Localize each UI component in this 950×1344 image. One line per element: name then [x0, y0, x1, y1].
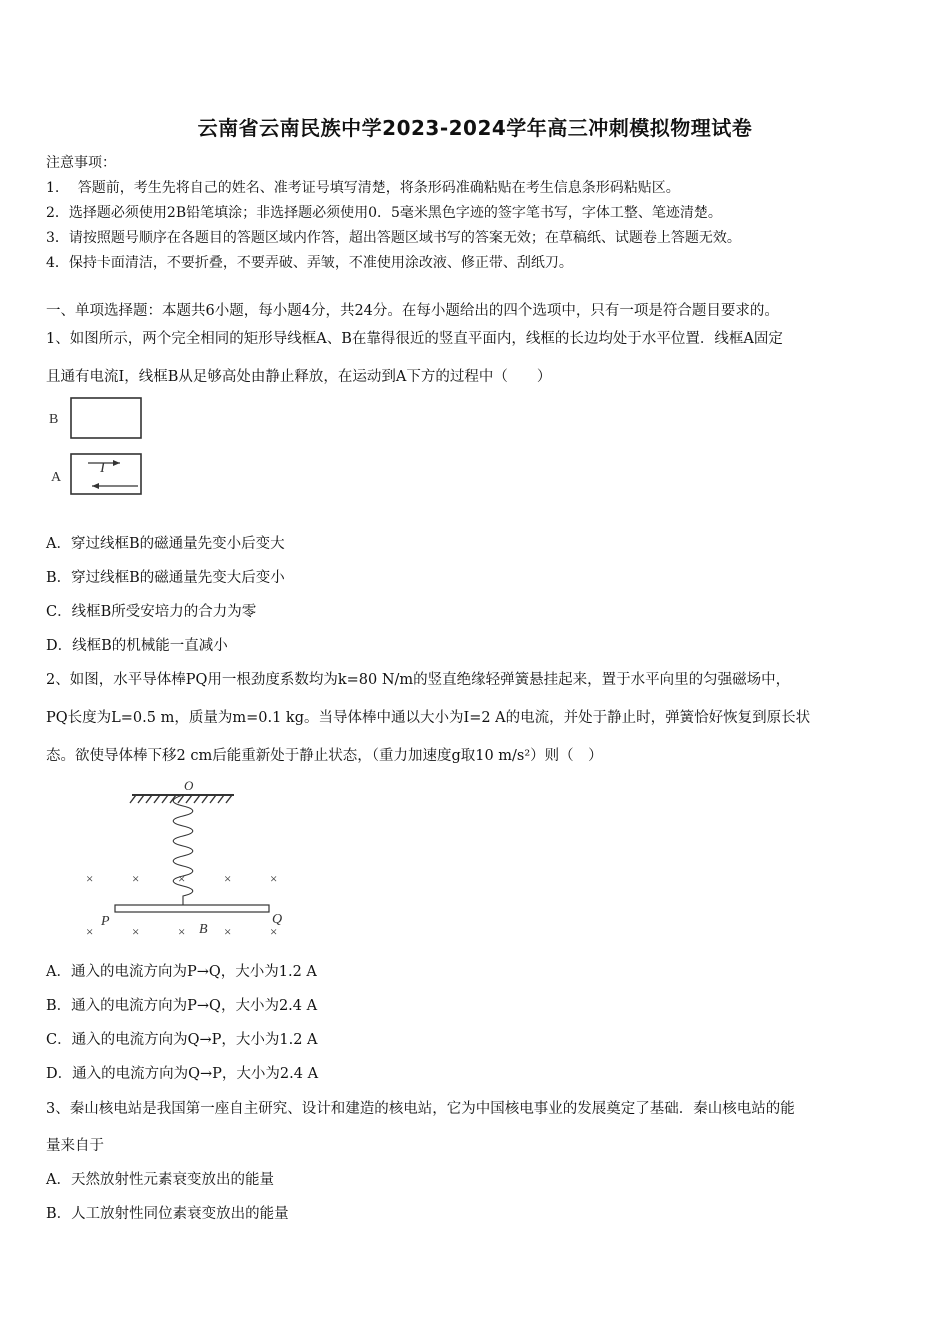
- q1-label-b: B: [49, 412, 59, 427]
- q1-figure: [40, 390, 160, 502]
- field-mark: ×: [270, 871, 278, 886]
- q1-label-i: I: [100, 460, 105, 476]
- field-mark: ×: [178, 924, 186, 939]
- q1-option-d: D．线框B的机械能一直减小: [46, 638, 228, 654]
- field-mark: ×: [86, 871, 94, 886]
- field-mark: ×: [178, 871, 186, 886]
- field-mark: ×: [132, 924, 140, 939]
- field-mark: ×: [224, 924, 232, 939]
- q2-label-b: B: [199, 922, 208, 937]
- frame-b: [71, 398, 141, 438]
- q3-option-b: B．人工放射性同位素衰变放出的能量: [46, 1206, 289, 1222]
- q1-stem-line2: 且通有电流I，线框B从足够高处由静止释放，在运动到A下方的过程中（ ）: [46, 369, 552, 385]
- q3-stem-line1: 3、秦山核电站是我国第一座自主研究、设计和建造的核电站，它为中国核电事业的发展奠定了基础．秦山核电站的能: [46, 1101, 795, 1117]
- q2-stem-line2: PQ长度为L=0.5 m，质量为m=0.1 kg。当导体棒中通以大小为I=2 A的电流，并处于静止时，弹簧恰好恢复到原长状: [46, 710, 811, 726]
- field-mark: ×: [86, 924, 94, 939]
- note-item-2: 2．选择题必须使用2B铅笔填涂；非选择题必须使用0．5毫米黑色字迹的签字笔书写，字体工整、笔迹清楚。: [46, 205, 722, 221]
- q2-stem-line1: 2、如图，水平导体棒PQ用一根劲度系数均为k=80 N/m的竖直绝缘轻弹簧悬挂起来，置于水平向里的匀强磁场中，: [46, 672, 791, 688]
- page-title: 云南省云南民族中学2023-2024学年高三冲刺模拟物理试卷: [197, 116, 753, 140]
- q2-label-q: Q: [272, 912, 283, 927]
- notes-heading: 注意事项：: [46, 155, 116, 171]
- note-item-3: 3．请按照题号顺序在各题目的答题区域内作答，超出答题区域书写的答案无效；在草稿纸、试题卷上答题无效。: [46, 230, 741, 246]
- q2-figure: [80, 775, 300, 945]
- field-mark: ×: [132, 871, 140, 886]
- q1-label-a: A: [51, 470, 62, 485]
- section-heading: 一、单项选择题：本题共6小题，每小题4分，共24分。在每小题给出的四个选项中，只有一项是符合题目要求的。: [46, 303, 779, 319]
- q2-option-a: A．通入的电流方向为P→Q，大小为1.2 A: [46, 964, 317, 980]
- q1-stem-line1: 1、如图所示，两个完全相同的矩形导线框A、B在靠得很近的竖直平面内，线框的长边均处于水平位置．线框A固定: [46, 331, 783, 347]
- field-mark: ×: [224, 871, 232, 886]
- q2-label-p: P: [101, 914, 110, 929]
- note-item-1: 1. 答题前，考生先将自己的姓名、准考证号填写清楚，将条形码准确粘贴在考生信息条形码粘贴区。: [46, 180, 680, 196]
- conductor-rod-pq: [115, 905, 269, 912]
- q2-option-b: B．通入的电流方向为P→Q，大小为2.4 A: [46, 998, 318, 1014]
- q3-option-a: A．天然放射性元素衰变放出的能量: [46, 1172, 274, 1188]
- note-item-4: 4．保持卡面清洁，不要折叠，不要弄破、弄皱，不准使用涂改液、修正带、刮纸刀。: [46, 255, 573, 271]
- q2-option-d: D．通入的电流方向为Q→P，大小为2.4 A: [46, 1066, 319, 1082]
- field-mark: ×: [270, 924, 278, 939]
- q3-stem-line2: 量来自于: [46, 1138, 104, 1154]
- q1-option-c: C．线框B所受安培力的合力为零: [46, 604, 257, 620]
- q2-label-o: O: [184, 778, 194, 793]
- q1-option-a: A．穿过线框B的磁通量先变小后变大: [46, 536, 285, 552]
- frame-a: [71, 454, 141, 494]
- q2-option-c: C．通入的电流方向为Q→P，大小为1.2 A: [46, 1032, 318, 1048]
- q2-stem-line3: 态。欲使导体棒下移2 cm后能重新处于静止状态，（重力加速度g取10 m/s²）则（ ）: [46, 748, 603, 764]
- q1-option-b: B．穿过线框B的磁通量先变大后变小: [46, 570, 285, 586]
